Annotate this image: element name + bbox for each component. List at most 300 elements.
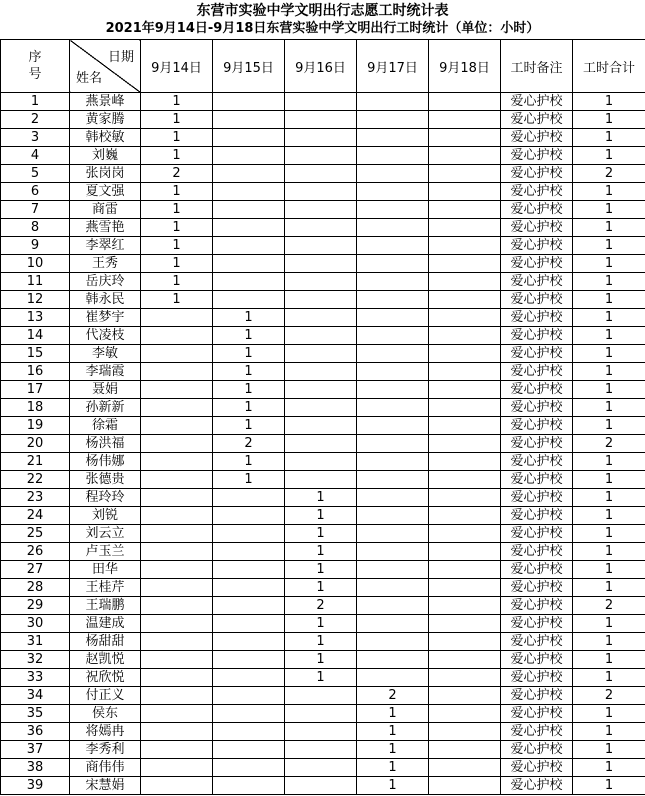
row-total-cell: 1: [573, 273, 645, 291]
row-name-cell: 商雷: [70, 201, 141, 219]
row-name-cell: 王桂芹: [70, 579, 141, 597]
row-day4-cell: [357, 543, 429, 561]
row-day2-cell: [213, 705, 285, 723]
table-row: [1, 561, 645, 579]
row-name-cell: 岳庆玲: [70, 273, 141, 291]
row-day1-cell: [141, 741, 213, 759]
row-total-cell: 1: [573, 507, 645, 525]
row-seq-cell: 29: [1, 597, 70, 615]
hours-table: [0, 39, 645, 795]
row-remark-cell: 爱心护校: [501, 597, 573, 615]
row-day3-cell: 1: [285, 507, 357, 525]
row-day1-cell: [141, 309, 213, 327]
table-row: [1, 435, 645, 453]
row-day3-cell: 1: [285, 525, 357, 543]
table-row: [1, 489, 645, 507]
row-day5-cell: [429, 183, 501, 201]
row-day5-cell: [429, 651, 501, 669]
row-day1-cell: [141, 651, 213, 669]
row-total-cell: 1: [573, 219, 645, 237]
row-day2-cell: 1: [213, 471, 285, 489]
row-day4-cell: [357, 219, 429, 237]
row-day3-cell: [285, 381, 357, 399]
row-remark-cell: 爱心护校: [501, 507, 573, 525]
row-day2-cell: 1: [213, 381, 285, 399]
row-seq-cell: 15: [1, 345, 70, 363]
row-day4-cell: 1: [357, 705, 429, 723]
row-day2-cell: [213, 669, 285, 687]
row-name-cell: 刘巍: [70, 147, 141, 165]
table-row: [1, 147, 645, 165]
row-day3-cell: [285, 723, 357, 741]
row-seq-cell: 12: [1, 291, 70, 309]
row-total-cell: 1: [573, 489, 645, 507]
row-name-cell: 将嫣冉: [70, 723, 141, 741]
row-day1-cell: [141, 489, 213, 507]
row-name-cell: 侯东: [70, 705, 141, 723]
row-day1-cell: [141, 525, 213, 543]
row-day1-cell: 2: [141, 165, 213, 183]
row-seq-cell: 8: [1, 219, 70, 237]
row-day3-cell: [285, 201, 357, 219]
table-row: [1, 327, 645, 345]
row-day2-cell: [213, 129, 285, 147]
row-total-cell: 2: [573, 165, 645, 183]
row-day2-cell: 1: [213, 345, 285, 363]
row-seq-cell: 34: [1, 687, 70, 705]
row-day5-cell: [429, 777, 501, 795]
row-day4-cell: [357, 597, 429, 615]
table-row: [1, 705, 645, 723]
row-day1-cell: [141, 345, 213, 363]
row-day1-cell: [141, 633, 213, 651]
row-name-cell: 李敏: [70, 345, 141, 363]
row-remark-cell: 爱心护校: [501, 237, 573, 255]
row-day4-cell: [357, 255, 429, 273]
row-remark-cell: 爱心护校: [501, 255, 573, 273]
table-row: [1, 219, 645, 237]
row-day4-cell: [357, 93, 429, 111]
row-day2-cell: [213, 525, 285, 543]
row-day1-cell: [141, 381, 213, 399]
row-name-cell: 刘锐: [70, 507, 141, 525]
row-name-cell: 徐霜: [70, 417, 141, 435]
row-day2-cell: [213, 255, 285, 273]
row-day5-cell: [429, 345, 501, 363]
row-day5-cell: [429, 615, 501, 633]
row-total-cell: 1: [573, 579, 645, 597]
row-total-cell: 1: [573, 237, 645, 255]
row-day4-cell: [357, 327, 429, 345]
row-day2-cell: [213, 741, 285, 759]
header-remark: 工时备注: [501, 40, 573, 93]
row-total-cell: 1: [573, 759, 645, 777]
row-day5-cell: [429, 669, 501, 687]
row-day4-cell: [357, 345, 429, 363]
row-day2-cell: 2: [213, 435, 285, 453]
row-remark-cell: 爱心护校: [501, 669, 573, 687]
row-total-cell: 1: [573, 561, 645, 579]
table-row: [1, 255, 645, 273]
row-total-cell: 1: [573, 381, 645, 399]
row-remark-cell: 爱心护校: [501, 111, 573, 129]
sheet-subtitle: 2021年9月14日-9月18日东营实验中学文明出行工时统计（单位：小时）: [105, 21, 540, 36]
row-day3-cell: [285, 471, 357, 489]
row-total-cell: 1: [573, 417, 645, 435]
row-day1-cell: [141, 435, 213, 453]
row-day2-cell: [213, 489, 285, 507]
row-day3-cell: [285, 417, 357, 435]
header-day-4: 9月17日: [357, 40, 429, 93]
row-seq-cell: 6: [1, 183, 70, 201]
table-row: [1, 759, 645, 777]
row-name-cell: 刘云立: [70, 525, 141, 543]
row-day3-cell: [285, 147, 357, 165]
table-row: [1, 363, 645, 381]
row-day1-cell: 1: [141, 201, 213, 219]
row-seq-cell: 21: [1, 453, 70, 471]
row-day4-cell: [357, 363, 429, 381]
row-name-cell: 宋慧娟: [70, 777, 141, 795]
row-name-cell: 燕雪艳: [70, 219, 141, 237]
row-remark-cell: 爱心护校: [501, 705, 573, 723]
row-day4-cell: [357, 273, 429, 291]
row-day5-cell: [429, 687, 501, 705]
row-day4-cell: [357, 435, 429, 453]
row-day5-cell: [429, 453, 501, 471]
row-remark-cell: 爱心护校: [501, 183, 573, 201]
row-day2-cell: [213, 219, 285, 237]
row-day1-cell: [141, 399, 213, 417]
row-day3-cell: 1: [285, 633, 357, 651]
row-name-cell: 卢玉兰: [70, 543, 141, 561]
row-name-cell: 黄家腾: [70, 111, 141, 129]
row-name-cell: 王秀: [70, 255, 141, 273]
row-seq-cell: 30: [1, 615, 70, 633]
row-name-cell: 李秀利: [70, 741, 141, 759]
row-total-cell: 1: [573, 129, 645, 147]
row-seq-cell: 31: [1, 633, 70, 651]
row-day3-cell: [285, 255, 357, 273]
table-row: [1, 687, 645, 705]
row-seq-cell: 27: [1, 561, 70, 579]
row-seq-cell: 32: [1, 651, 70, 669]
row-remark-cell: 爱心护校: [501, 399, 573, 417]
row-day3-cell: 1: [285, 651, 357, 669]
row-day3-cell: 1: [285, 579, 357, 597]
row-name-cell: 李翠红: [70, 237, 141, 255]
table-row: [1, 111, 645, 129]
row-seq-cell: 36: [1, 723, 70, 741]
row-total-cell: 1: [573, 327, 645, 345]
row-day4-cell: [357, 507, 429, 525]
row-name-cell: 杨伟娜: [70, 453, 141, 471]
header-row: [1, 40, 645, 93]
table-row: [1, 417, 645, 435]
row-seq-cell: 1: [1, 93, 70, 111]
row-name-cell: 韩永民: [70, 291, 141, 309]
row-day5-cell: [429, 723, 501, 741]
header-seq-line2: 号: [28, 67, 42, 82]
row-day1-cell: [141, 561, 213, 579]
row-seq-cell: 5: [1, 165, 70, 183]
row-day4-cell: [357, 651, 429, 669]
row-day1-cell: 1: [141, 219, 213, 237]
row-day5-cell: [429, 435, 501, 453]
header-day-3: 9月16日: [285, 40, 357, 93]
row-day5-cell: [429, 219, 501, 237]
table-row: [1, 381, 645, 399]
row-total-cell: 1: [573, 93, 645, 111]
header-seq: [1, 40, 70, 93]
row-remark-cell: 爱心护校: [501, 741, 573, 759]
row-remark-cell: 爱心护校: [501, 417, 573, 435]
row-day4-cell: [357, 381, 429, 399]
row-day2-cell: 1: [213, 327, 285, 345]
header-day-1: 9月14日: [141, 40, 213, 93]
row-day2-cell: 1: [213, 417, 285, 435]
row-total-cell: 1: [573, 345, 645, 363]
row-day1-cell: 1: [141, 237, 213, 255]
row-day1-cell: 1: [141, 273, 213, 291]
row-total-cell: 1: [573, 669, 645, 687]
row-day2-cell: [213, 201, 285, 219]
row-day4-cell: [357, 579, 429, 597]
row-seq-cell: 17: [1, 381, 70, 399]
row-day2-cell: [213, 579, 285, 597]
header-day-5: 9月18日: [429, 40, 501, 93]
table-row: [1, 291, 645, 309]
table-row: [1, 669, 645, 687]
row-seq-cell: 4: [1, 147, 70, 165]
row-name-cell: 王瑞鹏: [70, 597, 141, 615]
row-day1-cell: 1: [141, 183, 213, 201]
row-day5-cell: [429, 543, 501, 561]
row-day2-cell: [213, 147, 285, 165]
row-day5-cell: [429, 705, 501, 723]
row-day3-cell: [285, 327, 357, 345]
table-row: [1, 471, 645, 489]
row-total-cell: 1: [573, 777, 645, 795]
row-day3-cell: [285, 93, 357, 111]
row-day1-cell: [141, 615, 213, 633]
row-day4-cell: 1: [357, 741, 429, 759]
row-day1-cell: [141, 417, 213, 435]
row-day1-cell: [141, 327, 213, 345]
row-day3-cell: 1: [285, 615, 357, 633]
row-remark-cell: 爱心护校: [501, 777, 573, 795]
row-day2-cell: [213, 543, 285, 561]
row-day3-cell: [285, 741, 357, 759]
table-row: [1, 93, 645, 111]
row-remark-cell: 爱心护校: [501, 615, 573, 633]
row-seq-cell: 20: [1, 435, 70, 453]
row-remark-cell: 爱心护校: [501, 219, 573, 237]
table-row: [1, 777, 645, 795]
row-seq-cell: 19: [1, 417, 70, 435]
row-name-cell: 田华: [70, 561, 141, 579]
row-day3-cell: 1: [285, 489, 357, 507]
row-name-cell: 孙新新: [70, 399, 141, 417]
row-remark-cell: 爱心护校: [501, 129, 573, 147]
row-total-cell: 1: [573, 201, 645, 219]
row-day3-cell: 1: [285, 561, 357, 579]
row-day5-cell: [429, 525, 501, 543]
row-seq-cell: 16: [1, 363, 70, 381]
row-day4-cell: [357, 525, 429, 543]
row-day1-cell: 1: [141, 147, 213, 165]
row-total-cell: 1: [573, 183, 645, 201]
table-row: [1, 345, 645, 363]
row-seq-cell: 33: [1, 669, 70, 687]
table-row: [1, 741, 645, 759]
row-day5-cell: [429, 471, 501, 489]
row-seq-cell: 9: [1, 237, 70, 255]
row-day1-cell: 1: [141, 255, 213, 273]
row-remark-cell: 爱心护校: [501, 345, 573, 363]
row-day2-cell: [213, 165, 285, 183]
row-total-cell: 1: [573, 705, 645, 723]
row-total-cell: 1: [573, 309, 645, 327]
row-day1-cell: 1: [141, 129, 213, 147]
row-name-cell: 燕景峰: [70, 93, 141, 111]
header-date-label: 日期: [107, 50, 134, 65]
row-day3-cell: [285, 687, 357, 705]
row-day2-cell: [213, 777, 285, 795]
row-remark-cell: 爱心护校: [501, 525, 573, 543]
row-day4-cell: [357, 615, 429, 633]
row-day5-cell: [429, 129, 501, 147]
header-name-label: 姓名: [76, 71, 103, 86]
row-seq-cell: 28: [1, 579, 70, 597]
row-name-cell: 商伟伟: [70, 759, 141, 777]
header-seq-line1: 序: [28, 50, 42, 65]
table-row: [1, 399, 645, 417]
row-day3-cell: [285, 291, 357, 309]
row-seq-cell: 7: [1, 201, 70, 219]
row-day4-cell: [357, 399, 429, 417]
row-seq-cell: 26: [1, 543, 70, 561]
header-date-name: [70, 40, 141, 93]
row-day5-cell: [429, 273, 501, 291]
row-remark-cell: 爱心护校: [501, 291, 573, 309]
row-day5-cell: [429, 363, 501, 381]
row-day3-cell: [285, 219, 357, 237]
row-total-cell: 1: [573, 453, 645, 471]
row-remark-cell: 爱心护校: [501, 93, 573, 111]
table-row: [1, 543, 645, 561]
row-total-cell: 1: [573, 291, 645, 309]
row-total-cell: 1: [573, 363, 645, 381]
table-row: [1, 723, 645, 741]
row-day2-cell: [213, 759, 285, 777]
row-day1-cell: 1: [141, 291, 213, 309]
table-row: [1, 237, 645, 255]
row-day1-cell: [141, 363, 213, 381]
row-remark-cell: 爱心护校: [501, 633, 573, 651]
row-day3-cell: 1: [285, 543, 357, 561]
row-day3-cell: [285, 273, 357, 291]
row-day5-cell: [429, 381, 501, 399]
row-day5-cell: [429, 597, 501, 615]
row-day4-cell: [357, 669, 429, 687]
row-name-cell: 张德贵: [70, 471, 141, 489]
row-day5-cell: [429, 633, 501, 651]
row-day5-cell: [429, 417, 501, 435]
row-day2-cell: [213, 561, 285, 579]
row-remark-cell: 爱心护校: [501, 363, 573, 381]
row-day4-cell: [357, 291, 429, 309]
row-remark-cell: 爱心护校: [501, 165, 573, 183]
row-name-cell: 祝欣悦: [70, 669, 141, 687]
row-seq-cell: 35: [1, 705, 70, 723]
table-row: [1, 309, 645, 327]
row-day3-cell: [285, 705, 357, 723]
table-row: [1, 129, 645, 147]
row-day2-cell: [213, 237, 285, 255]
row-seq-cell: 18: [1, 399, 70, 417]
row-remark-cell: 爱心护校: [501, 309, 573, 327]
row-remark-cell: 爱心护校: [501, 435, 573, 453]
row-day3-cell: [285, 309, 357, 327]
row-day5-cell: [429, 201, 501, 219]
row-remark-cell: 爱心护校: [501, 327, 573, 345]
row-day3-cell: [285, 129, 357, 147]
table-row: [1, 579, 645, 597]
row-seq-cell: 25: [1, 525, 70, 543]
row-seq-cell: 23: [1, 489, 70, 507]
row-day3-cell: [285, 237, 357, 255]
row-day4-cell: [357, 453, 429, 471]
row-remark-cell: 爱心护校: [501, 489, 573, 507]
row-day2-cell: [213, 111, 285, 129]
row-day4-cell: [357, 633, 429, 651]
row-day2-cell: 1: [213, 453, 285, 471]
row-name-cell: 程玲玲: [70, 489, 141, 507]
row-day2-cell: 1: [213, 363, 285, 381]
row-day4-cell: [357, 201, 429, 219]
row-seq-cell: 39: [1, 777, 70, 795]
row-day5-cell: [429, 165, 501, 183]
row-remark-cell: 爱心护校: [501, 723, 573, 741]
sheet-title: 东营市实验中学文明出行志愿工时统计表: [196, 3, 449, 19]
table-row: [1, 633, 645, 651]
table-row: [1, 597, 645, 615]
row-day5-cell: [429, 741, 501, 759]
row-total-cell: 1: [573, 651, 645, 669]
row-remark-cell: 爱心护校: [501, 561, 573, 579]
row-remark-cell: 爱心护校: [501, 471, 573, 489]
row-remark-cell: 爱心护校: [501, 651, 573, 669]
row-day4-cell: [357, 561, 429, 579]
row-day4-cell: [357, 309, 429, 327]
row-name-cell: 杨甜甜: [70, 633, 141, 651]
table-row: [1, 165, 645, 183]
row-day5-cell: [429, 237, 501, 255]
row-name-cell: 赵凯悦: [70, 651, 141, 669]
row-name-cell: 崔梦宇: [70, 309, 141, 327]
row-day2-cell: [213, 615, 285, 633]
row-seq-cell: 2: [1, 111, 70, 129]
row-remark-cell: 爱心护校: [501, 687, 573, 705]
row-day3-cell: 2: [285, 597, 357, 615]
row-day3-cell: [285, 777, 357, 795]
row-total-cell: 1: [573, 255, 645, 273]
row-day5-cell: [429, 507, 501, 525]
row-day4-cell: [357, 111, 429, 129]
row-name-cell: 张岗岗: [70, 165, 141, 183]
row-day2-cell: 1: [213, 399, 285, 417]
